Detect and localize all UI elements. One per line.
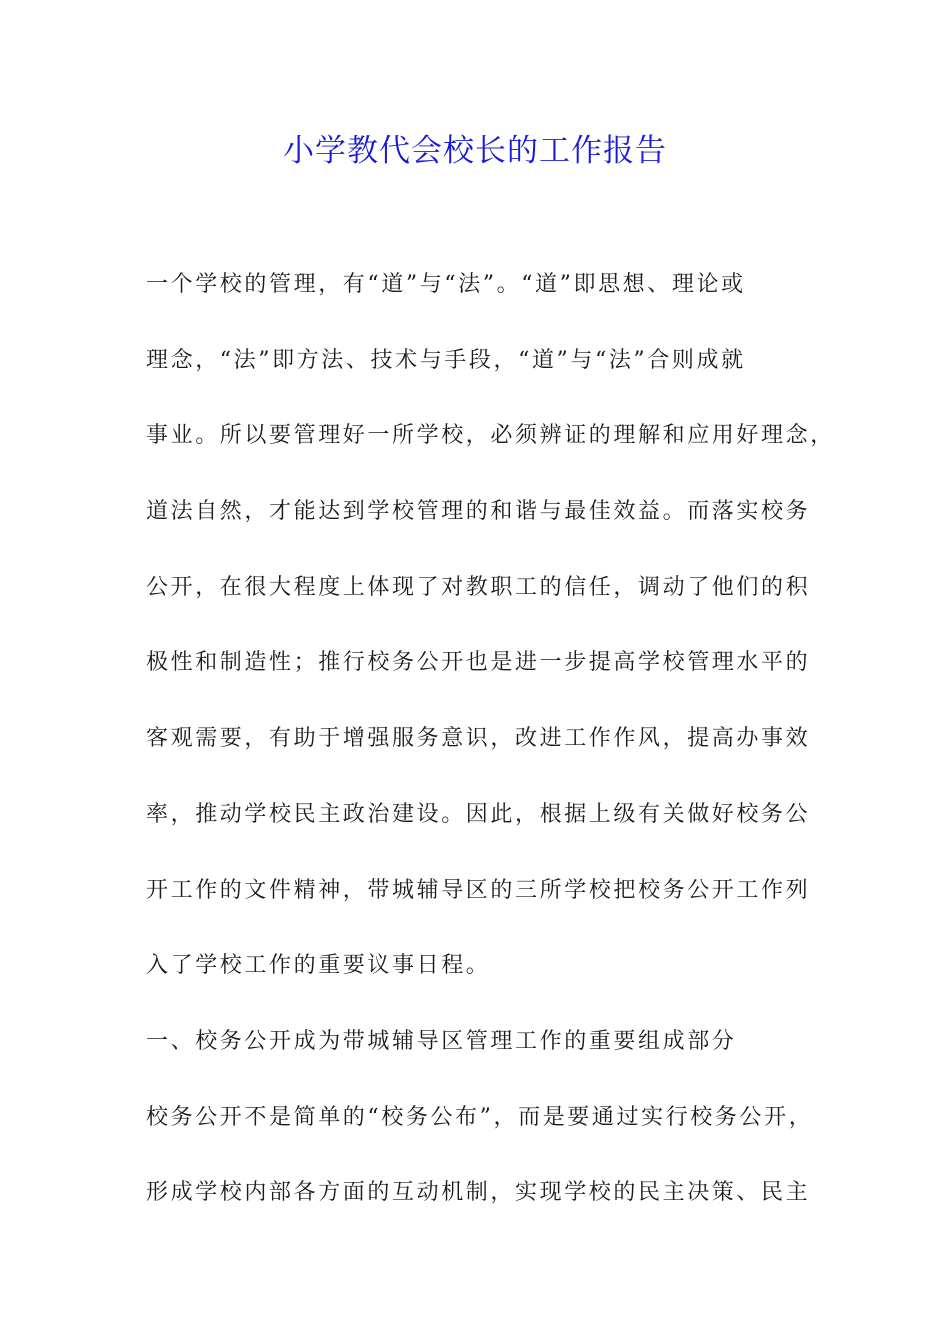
body-line: 开工作的文件精神，带城辅导区的三所学校把校务公开工作列 <box>146 877 811 903</box>
body-line: 极性和制造性；推行校务公开也是进一步提高学校管理水平的 <box>146 650 811 676</box>
body-line: 入了学校工作的重要议事日程。 <box>146 953 491 979</box>
body-line: 一个学校的管理，有“道”与“法”。“道”即思想、理论或 <box>146 272 746 297</box>
body-line: 形成学校内部各方面的互动机制，实现学校的民主决策、民主 <box>146 1180 811 1206</box>
body-line: 率，推动学校民主政治建设。因此，根据上级有关做好校务公 <box>146 801 811 827</box>
document-title: 小学教代会校长的工作报告 <box>283 133 667 169</box>
body-line: 客观需要，有助于增强服务意识，改进工作作风，提高办事效 <box>146 726 811 752</box>
body-line: 事业。所以要管理好一所学校，必须辨证的理解和应用好理念， <box>146 423 835 449</box>
body-line: 公开，在很大程度上体现了对教职工的信任，调动了他们的积 <box>146 574 811 600</box>
body-line: 道法自然，才能达到学校管理的和谐与最佳效益。而落实校务 <box>146 499 811 525</box>
body-line: 校务公开不是简单的“校务公布”，而是要通过实行校务公开， <box>146 1104 814 1130</box>
document-body <box>146 262 835 1246</box>
section-heading: 一、校务公开成为带城辅导区管理工作的重要组成部分 <box>146 1028 737 1054</box>
body-line: 理念，“法”即方法、技术与手段，“道”与“法”合则成就 <box>146 347 746 373</box>
